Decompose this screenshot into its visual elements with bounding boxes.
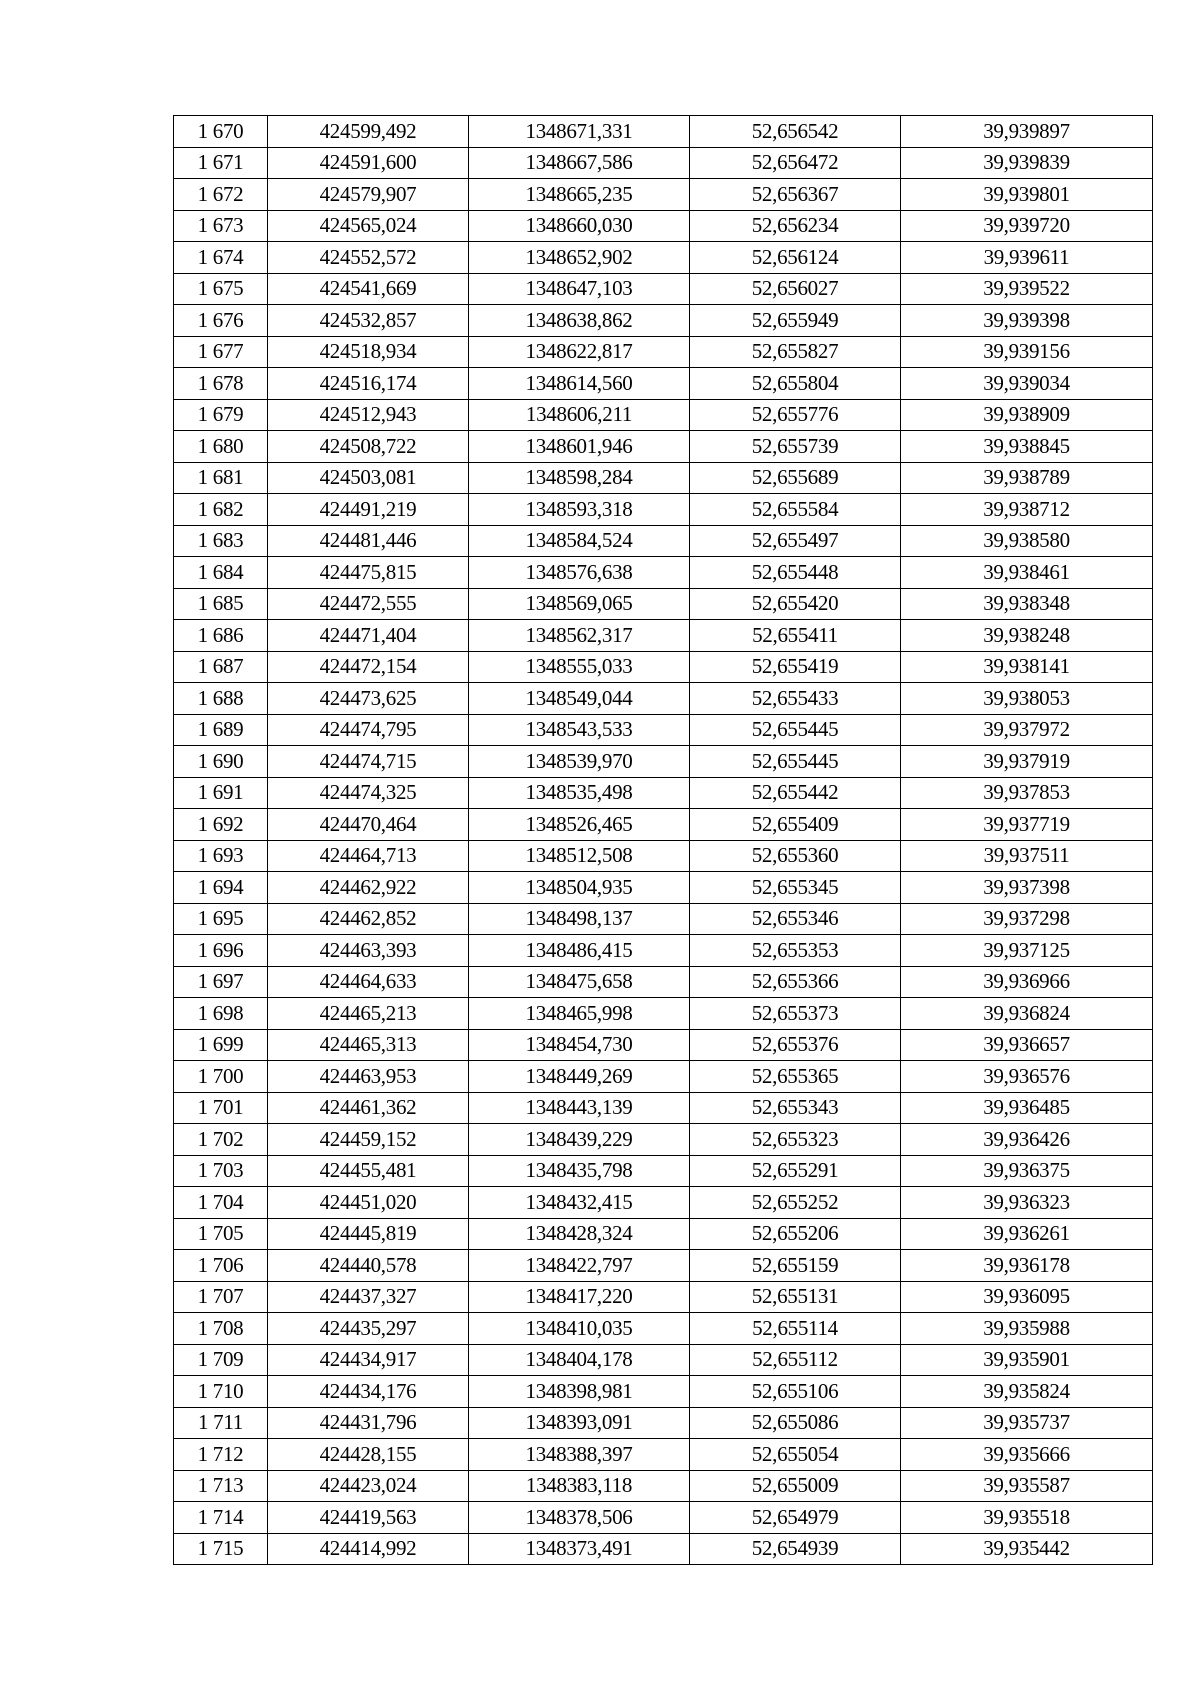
longitude-cell: 39,939034 [901, 368, 1153, 400]
table-row [174, 777, 1153, 809]
latitude-cell: 52,655419 [690, 651, 901, 683]
table-row [174, 683, 1153, 715]
y-coordinate-cell: 1348660,030 [469, 210, 690, 242]
latitude-cell: 52,655366 [690, 966, 901, 998]
latitude-cell: 52,655442 [690, 777, 901, 809]
x-coordinate-cell: 424508,722 [268, 431, 469, 463]
longitude-cell: 39,939522 [901, 273, 1153, 305]
longitude-cell: 39,939897 [901, 116, 1153, 148]
y-coordinate-cell: 1348539,970 [469, 746, 690, 778]
longitude-cell: 39,936966 [901, 966, 1153, 998]
longitude-cell: 39,938580 [901, 525, 1153, 557]
y-coordinate-cell: 1348383,118 [469, 1470, 690, 1502]
longitude-cell: 39,937719 [901, 809, 1153, 841]
point-number-cell: 1 699 [174, 1029, 268, 1061]
latitude-cell: 52,655827 [690, 336, 901, 368]
latitude-cell: 52,655323 [690, 1124, 901, 1156]
x-coordinate-cell: 424541,669 [268, 273, 469, 305]
latitude-cell: 52,655114 [690, 1313, 901, 1345]
table-row [174, 1124, 1153, 1156]
table-row [174, 1313, 1153, 1345]
point-number-cell: 1 675 [174, 273, 268, 305]
point-number-cell: 1 698 [174, 998, 268, 1030]
latitude-cell: 52,656234 [690, 210, 901, 242]
point-number-cell: 1 680 [174, 431, 268, 463]
table-row [174, 935, 1153, 967]
latitude-cell: 52,656367 [690, 179, 901, 211]
longitude-cell: 39,935824 [901, 1376, 1153, 1408]
point-number-cell: 1 676 [174, 305, 268, 337]
x-coordinate-cell: 424471,404 [268, 620, 469, 652]
table-row [174, 305, 1153, 337]
x-coordinate-cell: 424423,024 [268, 1470, 469, 1502]
longitude-cell: 39,938053 [901, 683, 1153, 715]
table-row [174, 746, 1153, 778]
point-number-cell: 1 704 [174, 1187, 268, 1219]
x-coordinate-cell: 424455,481 [268, 1155, 469, 1187]
point-number-cell: 1 687 [174, 651, 268, 683]
y-coordinate-cell: 1348404,178 [469, 1344, 690, 1376]
table-row [174, 1281, 1153, 1313]
table-row [174, 840, 1153, 872]
table-row [174, 1061, 1153, 1093]
longitude-cell: 39,937853 [901, 777, 1153, 809]
longitude-cell: 39,937125 [901, 935, 1153, 967]
x-coordinate-cell: 424472,555 [268, 588, 469, 620]
y-coordinate-cell: 1348652,902 [469, 242, 690, 274]
x-coordinate-cell: 424474,325 [268, 777, 469, 809]
y-coordinate-cell: 1348638,862 [469, 305, 690, 337]
latitude-cell: 52,655584 [690, 494, 901, 526]
y-coordinate-cell: 1348443,139 [469, 1092, 690, 1124]
x-coordinate-cell: 424579,907 [268, 179, 469, 211]
longitude-cell: 39,939398 [901, 305, 1153, 337]
y-coordinate-cell: 1348622,817 [469, 336, 690, 368]
point-number-cell: 1 701 [174, 1092, 268, 1124]
y-coordinate-cell: 1348543,533 [469, 714, 690, 746]
longitude-cell: 39,936576 [901, 1061, 1153, 1093]
longitude-cell: 39,935442 [901, 1533, 1153, 1565]
y-coordinate-cell: 1348601,946 [469, 431, 690, 463]
longitude-cell: 39,936485 [901, 1092, 1153, 1124]
point-number-cell: 1 706 [174, 1250, 268, 1282]
x-coordinate-cell: 424461,362 [268, 1092, 469, 1124]
latitude-cell: 52,655776 [690, 399, 901, 431]
longitude-cell: 39,935587 [901, 1470, 1153, 1502]
y-coordinate-cell: 1348667,586 [469, 147, 690, 179]
longitude-cell: 39,936261 [901, 1218, 1153, 1250]
longitude-cell: 39,936824 [901, 998, 1153, 1030]
longitude-cell: 39,938712 [901, 494, 1153, 526]
y-coordinate-cell: 1348475,658 [469, 966, 690, 998]
longitude-cell: 39,939839 [901, 147, 1153, 179]
latitude-cell: 52,655689 [690, 462, 901, 494]
table-row [174, 620, 1153, 652]
point-number-cell: 1 707 [174, 1281, 268, 1313]
y-coordinate-cell: 1348454,730 [469, 1029, 690, 1061]
longitude-cell: 39,936178 [901, 1250, 1153, 1282]
latitude-cell: 52,655112 [690, 1344, 901, 1376]
longitude-cell: 39,938141 [901, 651, 1153, 683]
longitude-cell: 39,935737 [901, 1407, 1153, 1439]
latitude-cell: 52,655804 [690, 368, 901, 400]
x-coordinate-cell: 424474,795 [268, 714, 469, 746]
point-number-cell: 1 694 [174, 872, 268, 904]
y-coordinate-cell: 1348388,397 [469, 1439, 690, 1471]
x-coordinate-cell: 424451,020 [268, 1187, 469, 1219]
coordinates-table [173, 115, 1153, 1565]
x-coordinate-cell: 424459,152 [268, 1124, 469, 1156]
point-number-cell: 1 702 [174, 1124, 268, 1156]
y-coordinate-cell: 1348549,044 [469, 683, 690, 715]
table-row [174, 1187, 1153, 1219]
longitude-cell: 39,937511 [901, 840, 1153, 872]
table-row [174, 462, 1153, 494]
latitude-cell: 52,655345 [690, 872, 901, 904]
table-row [174, 1029, 1153, 1061]
latitude-cell: 52,656542 [690, 116, 901, 148]
y-coordinate-cell: 1348576,638 [469, 557, 690, 589]
point-number-cell: 1 713 [174, 1470, 268, 1502]
longitude-cell: 39,938789 [901, 462, 1153, 494]
longitude-cell: 39,936323 [901, 1187, 1153, 1219]
point-number-cell: 1 690 [174, 746, 268, 778]
longitude-cell: 39,938348 [901, 588, 1153, 620]
table-row [174, 242, 1153, 274]
table-row [174, 494, 1153, 526]
longitude-cell: 39,937298 [901, 903, 1153, 935]
x-coordinate-cell: 424437,327 [268, 1281, 469, 1313]
y-coordinate-cell: 1348671,331 [469, 116, 690, 148]
table-row [174, 147, 1153, 179]
y-coordinate-cell: 1348428,324 [469, 1218, 690, 1250]
y-coordinate-cell: 1348665,235 [469, 179, 690, 211]
latitude-cell: 52,655206 [690, 1218, 901, 1250]
x-coordinate-cell: 424414,992 [268, 1533, 469, 1565]
longitude-cell: 39,935518 [901, 1502, 1153, 1534]
table-row [174, 966, 1153, 998]
point-number-cell: 1 686 [174, 620, 268, 652]
table-row [174, 557, 1153, 589]
table-row [174, 1470, 1153, 1502]
table-row [174, 525, 1153, 557]
longitude-cell: 39,938909 [901, 399, 1153, 431]
point-number-cell: 1 671 [174, 147, 268, 179]
point-number-cell: 1 681 [174, 462, 268, 494]
latitude-cell: 52,655409 [690, 809, 901, 841]
y-coordinate-cell: 1348439,229 [469, 1124, 690, 1156]
coordinates-table-body [174, 116, 1153, 1565]
point-number-cell: 1 685 [174, 588, 268, 620]
point-number-cell: 1 697 [174, 966, 268, 998]
point-number-cell: 1 678 [174, 368, 268, 400]
x-coordinate-cell: 424472,154 [268, 651, 469, 683]
table-row [174, 368, 1153, 400]
latitude-cell: 52,656027 [690, 273, 901, 305]
latitude-cell: 52,655433 [690, 683, 901, 715]
point-number-cell: 1 674 [174, 242, 268, 274]
y-coordinate-cell: 1348373,491 [469, 1533, 690, 1565]
x-coordinate-cell: 424532,857 [268, 305, 469, 337]
y-coordinate-cell: 1348465,998 [469, 998, 690, 1030]
table-row [174, 179, 1153, 211]
latitude-cell: 52,656472 [690, 147, 901, 179]
latitude-cell: 52,655445 [690, 714, 901, 746]
x-coordinate-cell: 424463,393 [268, 935, 469, 967]
y-coordinate-cell: 1348410,035 [469, 1313, 690, 1345]
table-row [174, 1155, 1153, 1187]
y-coordinate-cell: 1348569,065 [469, 588, 690, 620]
x-coordinate-cell: 424464,713 [268, 840, 469, 872]
table-row [174, 809, 1153, 841]
longitude-cell: 39,939611 [901, 242, 1153, 274]
latitude-cell: 52,655445 [690, 746, 901, 778]
y-coordinate-cell: 1348526,465 [469, 809, 690, 841]
latitude-cell: 52,655252 [690, 1187, 901, 1219]
y-coordinate-cell: 1348584,524 [469, 525, 690, 557]
latitude-cell: 52,655448 [690, 557, 901, 589]
latitude-cell: 52,655131 [690, 1281, 901, 1313]
y-coordinate-cell: 1348422,797 [469, 1250, 690, 1282]
y-coordinate-cell: 1348432,415 [469, 1187, 690, 1219]
table-row [174, 1376, 1153, 1408]
point-number-cell: 1 692 [174, 809, 268, 841]
point-number-cell: 1 691 [174, 777, 268, 809]
latitude-cell: 52,654939 [690, 1533, 901, 1565]
latitude-cell: 52,655009 [690, 1470, 901, 1502]
latitude-cell: 52,655343 [690, 1092, 901, 1124]
latitude-cell: 52,656124 [690, 242, 901, 274]
longitude-cell: 39,939720 [901, 210, 1153, 242]
x-coordinate-cell: 424428,155 [268, 1439, 469, 1471]
table-row [174, 431, 1153, 463]
x-coordinate-cell: 424465,313 [268, 1029, 469, 1061]
table-row [174, 1407, 1153, 1439]
longitude-cell: 39,937919 [901, 746, 1153, 778]
x-coordinate-cell: 424463,953 [268, 1061, 469, 1093]
latitude-cell: 52,655739 [690, 431, 901, 463]
longitude-cell: 39,935901 [901, 1344, 1153, 1376]
point-number-cell: 1 700 [174, 1061, 268, 1093]
y-coordinate-cell: 1348417,220 [469, 1281, 690, 1313]
table-row [174, 1218, 1153, 1250]
longitude-cell: 39,936095 [901, 1281, 1153, 1313]
y-coordinate-cell: 1348598,284 [469, 462, 690, 494]
y-coordinate-cell: 1348555,033 [469, 651, 690, 683]
y-coordinate-cell: 1348606,211 [469, 399, 690, 431]
table-row [174, 714, 1153, 746]
x-coordinate-cell: 424512,943 [268, 399, 469, 431]
table-row [174, 399, 1153, 431]
table-row [174, 210, 1153, 242]
point-number-cell: 1 711 [174, 1407, 268, 1439]
x-coordinate-cell: 424552,572 [268, 242, 469, 274]
table-row [174, 1439, 1153, 1471]
latitude-cell: 52,655360 [690, 840, 901, 872]
latitude-cell: 52,655949 [690, 305, 901, 337]
y-coordinate-cell: 1348535,498 [469, 777, 690, 809]
longitude-cell: 39,936657 [901, 1029, 1153, 1061]
longitude-cell: 39,937398 [901, 872, 1153, 904]
latitude-cell: 52,655106 [690, 1376, 901, 1408]
point-number-cell: 1 705 [174, 1218, 268, 1250]
point-number-cell: 1 679 [174, 399, 268, 431]
x-coordinate-cell: 424434,176 [268, 1376, 469, 1408]
table-row [174, 116, 1153, 148]
latitude-cell: 52,655411 [690, 620, 901, 652]
x-coordinate-cell: 424464,633 [268, 966, 469, 998]
x-coordinate-cell: 424473,625 [268, 683, 469, 715]
y-coordinate-cell: 1348378,506 [469, 1502, 690, 1534]
latitude-cell: 52,655346 [690, 903, 901, 935]
x-coordinate-cell: 424419,563 [268, 1502, 469, 1534]
y-coordinate-cell: 1348435,798 [469, 1155, 690, 1187]
point-number-cell: 1 689 [174, 714, 268, 746]
longitude-cell: 39,937972 [901, 714, 1153, 746]
x-coordinate-cell: 424518,934 [268, 336, 469, 368]
latitude-cell: 52,655291 [690, 1155, 901, 1187]
point-number-cell: 1 693 [174, 840, 268, 872]
y-coordinate-cell: 1348593,318 [469, 494, 690, 526]
x-coordinate-cell: 424435,297 [268, 1313, 469, 1345]
table-row [174, 1502, 1153, 1534]
y-coordinate-cell: 1348449,269 [469, 1061, 690, 1093]
table-row [174, 998, 1153, 1030]
longitude-cell: 39,939801 [901, 179, 1153, 211]
latitude-cell: 52,655353 [690, 935, 901, 967]
y-coordinate-cell: 1348614,560 [469, 368, 690, 400]
table-row [174, 1250, 1153, 1282]
x-coordinate-cell: 424474,715 [268, 746, 469, 778]
x-coordinate-cell: 424599,492 [268, 116, 469, 148]
x-coordinate-cell: 424465,213 [268, 998, 469, 1030]
y-coordinate-cell: 1348562,317 [469, 620, 690, 652]
latitude-cell: 52,655054 [690, 1439, 901, 1471]
x-coordinate-cell: 424591,600 [268, 147, 469, 179]
x-coordinate-cell: 424431,796 [268, 1407, 469, 1439]
latitude-cell: 52,655365 [690, 1061, 901, 1093]
table-row [174, 273, 1153, 305]
point-number-cell: 1 670 [174, 116, 268, 148]
point-number-cell: 1 715 [174, 1533, 268, 1565]
longitude-cell: 39,938845 [901, 431, 1153, 463]
y-coordinate-cell: 1348647,103 [469, 273, 690, 305]
table-row [174, 588, 1153, 620]
point-number-cell: 1 709 [174, 1344, 268, 1376]
table-row [174, 872, 1153, 904]
longitude-cell: 39,938461 [901, 557, 1153, 589]
point-number-cell: 1 708 [174, 1313, 268, 1345]
x-coordinate-cell: 424565,024 [268, 210, 469, 242]
y-coordinate-cell: 1348398,981 [469, 1376, 690, 1408]
x-coordinate-cell: 424516,174 [268, 368, 469, 400]
x-coordinate-cell: 424445,819 [268, 1218, 469, 1250]
longitude-cell: 39,935666 [901, 1439, 1153, 1471]
table-row [174, 1092, 1153, 1124]
point-number-cell: 1 684 [174, 557, 268, 589]
longitude-cell: 39,936375 [901, 1155, 1153, 1187]
latitude-cell: 52,655373 [690, 998, 901, 1030]
latitude-cell: 52,655420 [690, 588, 901, 620]
x-coordinate-cell: 424475,815 [268, 557, 469, 589]
longitude-cell: 39,935988 [901, 1313, 1153, 1345]
y-coordinate-cell: 1348393,091 [469, 1407, 690, 1439]
point-number-cell: 1 712 [174, 1439, 268, 1471]
x-coordinate-cell: 424470,464 [268, 809, 469, 841]
x-coordinate-cell: 424440,578 [268, 1250, 469, 1282]
point-number-cell: 1 673 [174, 210, 268, 242]
table-row [174, 1344, 1153, 1376]
x-coordinate-cell: 424503,081 [268, 462, 469, 494]
x-coordinate-cell: 424462,922 [268, 872, 469, 904]
y-coordinate-cell: 1348504,935 [469, 872, 690, 904]
latitude-cell: 52,655086 [690, 1407, 901, 1439]
point-number-cell: 1 703 [174, 1155, 268, 1187]
table-row [174, 651, 1153, 683]
point-number-cell: 1 672 [174, 179, 268, 211]
latitude-cell: 52,655159 [690, 1250, 901, 1282]
table-row [174, 336, 1153, 368]
point-number-cell: 1 677 [174, 336, 268, 368]
table-row [174, 903, 1153, 935]
point-number-cell: 1 696 [174, 935, 268, 967]
point-number-cell: 1 682 [174, 494, 268, 526]
y-coordinate-cell: 1348486,415 [469, 935, 690, 967]
latitude-cell: 52,655497 [690, 525, 901, 557]
y-coordinate-cell: 1348512,508 [469, 840, 690, 872]
x-coordinate-cell: 424462,852 [268, 903, 469, 935]
point-number-cell: 1 714 [174, 1502, 268, 1534]
longitude-cell: 39,939156 [901, 336, 1153, 368]
point-number-cell: 1 710 [174, 1376, 268, 1408]
longitude-cell: 39,936426 [901, 1124, 1153, 1156]
x-coordinate-cell: 424491,219 [268, 494, 469, 526]
latitude-cell: 52,655376 [690, 1029, 901, 1061]
x-coordinate-cell: 424434,917 [268, 1344, 469, 1376]
point-number-cell: 1 683 [174, 525, 268, 557]
point-number-cell: 1 695 [174, 903, 268, 935]
point-number-cell: 1 688 [174, 683, 268, 715]
longitude-cell: 39,938248 [901, 620, 1153, 652]
latitude-cell: 52,654979 [690, 1502, 901, 1534]
y-coordinate-cell: 1348498,137 [469, 903, 690, 935]
table-row [174, 1533, 1153, 1565]
x-coordinate-cell: 424481,446 [268, 525, 469, 557]
